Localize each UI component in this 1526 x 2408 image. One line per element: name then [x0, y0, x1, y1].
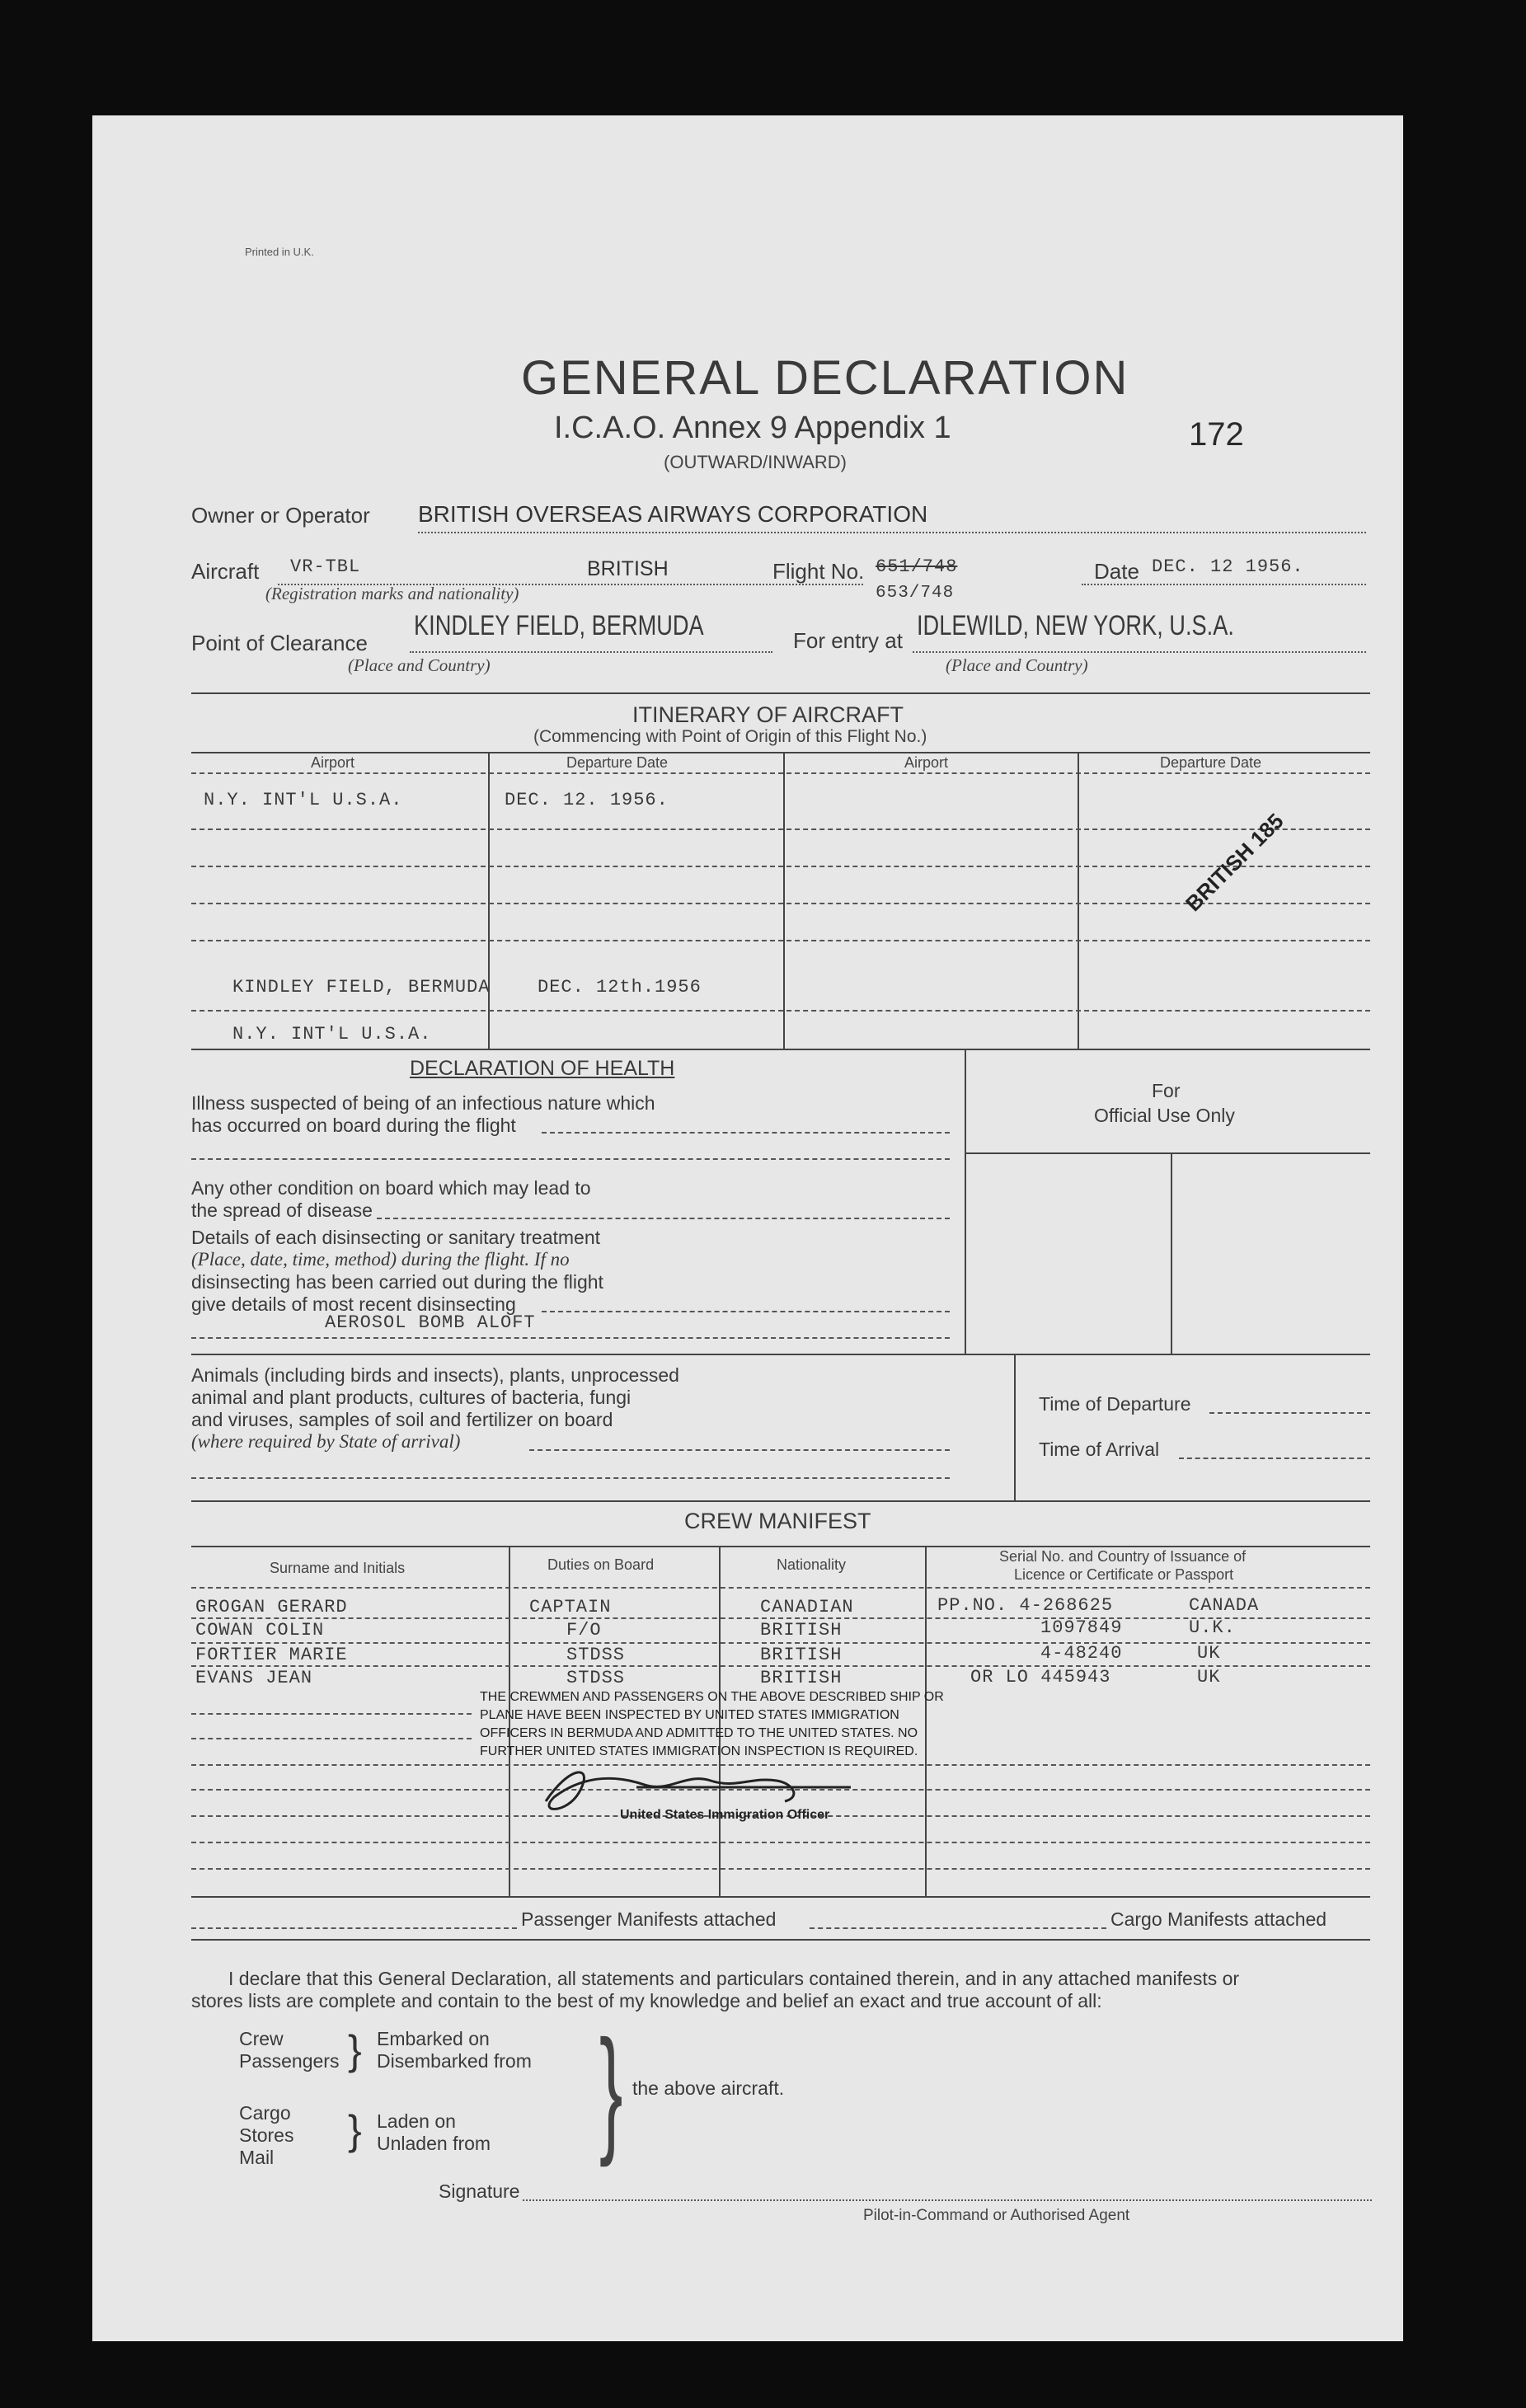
crew-row-4-nat: BRITISH	[760, 1668, 843, 1688]
owner-label: Owner or Operator	[191, 503, 370, 528]
animals-rule-2	[191, 1477, 950, 1479]
crew-rule-9	[191, 1842, 1370, 1843]
flight-struck: 651/748	[876, 556, 958, 577]
itinerary-header-date-2: Departure Date	[1160, 754, 1262, 771]
illness-line-2: has occurred on board during the flight	[191, 1115, 516, 1136]
itinerary-rule-5	[191, 1010, 1370, 1012]
date-value: DEC. 12 1956.	[1152, 556, 1304, 577]
crew-title: CREW MANIFEST	[684, 1509, 871, 1533]
crew-row-2-nat: BRITISH	[760, 1620, 843, 1641]
group1-embarked: Embarked on	[377, 2028, 490, 2049]
crew-rule-10	[191, 1868, 1370, 1870]
clearance-caption: (Place and Country)	[348, 655, 491, 675]
main-brace: }	[599, 2011, 623, 2168]
official-use-label: Official Use Only	[1094, 1105, 1235, 1126]
crew-row-1-country: CANADA	[1189, 1595, 1260, 1616]
condition-rule	[377, 1218, 950, 1219]
printed-note: Printed in U.K.	[245, 246, 314, 258]
group2-mail: Mail	[239, 2147, 275, 2168]
crew-rule-4	[191, 1713, 472, 1715]
disinsect-value: AEROSOL BOMB ALOFT	[325, 1312, 536, 1333]
itinerary-header-airport-1: Airport	[311, 754, 355, 771]
page-number: 172	[1189, 416, 1244, 453]
crew-row-4-duty: STDSS	[566, 1668, 626, 1688]
time-arrival-label: Time of Arrival	[1039, 1439, 1160, 1460]
signature-caption: Pilot-in-Command or Authorised Agent	[863, 2207, 1130, 2224]
itinerary-top-rule	[191, 752, 1370, 753]
itinerary-header-date-1: Departure Date	[566, 754, 669, 771]
signature-label: Signature	[439, 2180, 520, 2202]
itinerary-col-3	[1078, 752, 1079, 1049]
clearance-label: Point of Clearance	[191, 631, 368, 655]
disinsect-line-3: disinsecting has been carried out during the flight	[191, 1271, 603, 1293]
group2-stores: Stores	[239, 2124, 294, 2146]
official-use-for: For	[1152, 1080, 1181, 1101]
crew-row-4-name: EVANS JEAN	[195, 1668, 313, 1688]
health-bottom-rule	[191, 1354, 1370, 1355]
crew-col-3	[925, 1546, 927, 1896]
crew-row-1-name: GROGAN GERARD	[195, 1597, 348, 1617]
illness-rule	[542, 1132, 950, 1134]
entry-value: IDLEWILD, NEW YORK, U.S.A.	[917, 610, 1234, 641]
crew-row-3-country: UK	[1197, 1643, 1221, 1664]
immigration-stamp-3: OFFICERS IN BERMUDA AND ADMITTED TO THE UNITED STATES. NO	[480, 1726, 918, 1740]
animals-rule	[529, 1449, 950, 1451]
crew-row-1-nat: CANADIAN	[760, 1597, 854, 1617]
declaration-text-1: I declare that this General Declaration, all statements and particulars contained therein, and in any attached manifests or	[228, 1968, 1240, 1989]
condition-line-2: the spread of disease	[191, 1199, 373, 1221]
crew-row-3-duty: STDSS	[566, 1645, 626, 1665]
aircraft-label: Aircraft	[191, 559, 260, 584]
group2-cargo: Cargo	[239, 2102, 291, 2124]
above-aircraft: the above aircraft.	[632, 2077, 785, 2099]
crew-header-name: Surname and Initials	[270, 1560, 406, 1576]
itinerary-row-1-date: DEC. 12. 1956.	[505, 790, 669, 810]
immigration-stamp-4: FURTHER UNITED STATES IMMIGRATION INSPECTION IS REQUIRED.	[480, 1744, 918, 1758]
crew-row-2-name: COWAN COLIN	[195, 1620, 325, 1641]
entry-caption: (Place and Country)	[946, 655, 1088, 675]
declaration-text-2: stores lists are complete and contain to the best of my knowledge and belief an exact and true account of all:	[191, 1990, 1102, 2011]
group1-crew: Crew	[239, 2028, 284, 2049]
date-label: Date	[1094, 559, 1139, 584]
signature-line	[523, 2199, 1372, 2201]
crew-header-serial-1: Serial No. and Country of Issuance of	[999, 1548, 1247, 1565]
disinsect-line-2: (Place, date, time, method) during the flight. If no	[191, 1249, 570, 1270]
entry-line	[913, 651, 1366, 653]
passenger-manifests: Passenger Manifests attached	[521, 1908, 777, 1930]
crew-row-3-serial: 4-48240	[1040, 1643, 1123, 1664]
group2-laden: Laden on	[377, 2110, 456, 2132]
declaration-top-rule	[191, 1939, 1370, 1941]
crew-rule-2	[191, 1642, 1370, 1644]
itinerary-row-3-date: DEC. 12th.1956	[538, 977, 702, 997]
itinerary-col-2	[783, 752, 785, 1049]
owner-value: BRITISH OVERSEAS AIRWAYS CORPORATION	[418, 501, 928, 527]
crew-rule-3	[191, 1665, 1370, 1667]
form-subtitle: I.C.A.O. Annex 9 Appendix 1	[554, 411, 951, 445]
itinerary-row-3-airport: KINDLEY FIELD, BERMUDA	[232, 977, 491, 997]
itinerary-header-airport-2: Airport	[904, 754, 949, 771]
crew-row-3-name: FORTIER MARIE	[195, 1645, 348, 1665]
crew-row-2-serial: 1097849	[1040, 1617, 1123, 1638]
date-line	[1082, 584, 1366, 585]
disinsect-rule-2	[191, 1337, 950, 1339]
crew-header-serial-2: Licence or Certificate or Passport	[1014, 1566, 1234, 1583]
crew-bottom-rule	[191, 1896, 1370, 1898]
animals-line-4: (where required by State of arrival)	[191, 1431, 461, 1452]
official-use-rule	[965, 1152, 1370, 1154]
cargo-manifests: Cargo Manifests attached	[1110, 1908, 1327, 1930]
disinsect-line-4: give details of most recent disinsecting	[191, 1293, 516, 1315]
group1-passengers: Passengers	[239, 2050, 340, 2072]
itinerary-row-1-airport: N.Y. INT'L U.S.A.	[204, 790, 403, 810]
crew-row-4-country: UK	[1197, 1667, 1221, 1687]
time-arrival-rule	[1179, 1457, 1370, 1459]
itinerary-rule-2	[191, 866, 1370, 867]
itinerary-rule-1	[191, 828, 1370, 830]
itinerary-bottom-rule	[191, 1049, 1370, 1050]
declaration-form	[92, 115, 1403, 2341]
owner-line	[418, 532, 1366, 533]
crew-rule-5	[191, 1738, 472, 1739]
crew-row-2-country: U.K.	[1189, 1617, 1236, 1638]
crew-row-1-duty: CAPTAIN	[529, 1597, 612, 1617]
itinerary-subtitle: (Commencing with Point of Origin of this Flight No.)	[533, 727, 927, 746]
section-rule	[191, 692, 1370, 694]
british-stamp: BRITISH 185	[1181, 808, 1289, 917]
aircraft-registration: VR-TBL	[290, 556, 361, 577]
flight-value: 653/748	[876, 584, 955, 603]
illness-line-1: Illness suspected of being of an infectious nature which	[191, 1092, 655, 1114]
registration-caption: (Registration marks and nationality)	[265, 584, 519, 603]
crew-top-rule	[191, 1500, 1370, 1502]
itinerary-header-rule	[191, 772, 1370, 774]
crew-header-top	[191, 1546, 1370, 1547]
group1-brace: }	[348, 2027, 362, 2073]
itinerary-title: ITINERARY OF AIRCRAFT	[632, 702, 904, 727]
crew-row-4-serial: OR LO 445943	[970, 1667, 1111, 1687]
group2-unladen: Unladen from	[377, 2133, 491, 2154]
group1-disembarked: Disembarked from	[377, 2050, 532, 2072]
form-title: GENERAL DECLARATION	[521, 351, 1129, 405]
animals-line-3: and viruses, samples of soil and fertilizer on board	[191, 1409, 613, 1430]
crew-header-duties: Duties on Board	[547, 1556, 655, 1573]
flight-label: Flight No.	[772, 559, 865, 584]
officer-caption: United States Immigration Officer	[620, 1808, 830, 1822]
health-title: DECLARATION OF HEALTH	[410, 1057, 675, 1080]
clearance-value: KINDLEY FIELD, BERMUDA	[414, 610, 704, 641]
itinerary-rule-4	[191, 940, 1370, 941]
aircraft-nationality: BRITISH	[587, 557, 669, 580]
animals-line-1: Animals (including birds and insects), plants, unprocessed	[191, 1364, 679, 1386]
crew-row-1-serial: PP.NO. 4-268625	[937, 1595, 1114, 1616]
official-use-split	[1171, 1152, 1172, 1354]
crew-row-2-duty: F/O	[566, 1620, 602, 1641]
cargo-manifest-rule	[810, 1927, 1106, 1929]
disinsect-line-1: Details of each disinsecting or sanitary treatment	[191, 1227, 601, 1248]
passenger-manifest-rule	[191, 1927, 517, 1929]
itinerary-col-1	[488, 752, 490, 1049]
condition-line-1: Any other condition on board which may lead to	[191, 1177, 591, 1199]
entry-label: For entry at	[793, 628, 903, 653]
itinerary-row-4-airport: N.Y. INT'L U.S.A.	[232, 1024, 432, 1044]
animals-line-2: animal and plant products, cultures of bacteria, fungi	[191, 1387, 632, 1408]
crew-header-nationality: Nationality	[777, 1556, 847, 1573]
time-box-left	[1014, 1354, 1016, 1500]
outward-inward: (OUTWARD/INWARD)	[664, 452, 847, 472]
illness-rule-2	[191, 1158, 950, 1160]
group2-brace: }	[348, 2107, 362, 2153]
immigration-stamp-2: PLANE HAVE BEEN INSPECTED BY UNITED STATES IMMIGRATION	[480, 1708, 899, 1722]
time-departure-label: Time of Departure	[1039, 1393, 1191, 1415]
crew-row-3-nat: BRITISH	[760, 1645, 843, 1665]
official-use-left	[965, 1049, 966, 1354]
immigration-stamp-1: THE CREWMEN AND PASSENGERS ON THE ABOVE DESCRIBED SHIP OR	[480, 1690, 944, 1704]
crew-header-rule	[191, 1587, 1370, 1589]
clearance-line	[410, 651, 772, 653]
disinsect-rule	[542, 1311, 950, 1312]
time-departure-rule	[1209, 1412, 1370, 1414]
